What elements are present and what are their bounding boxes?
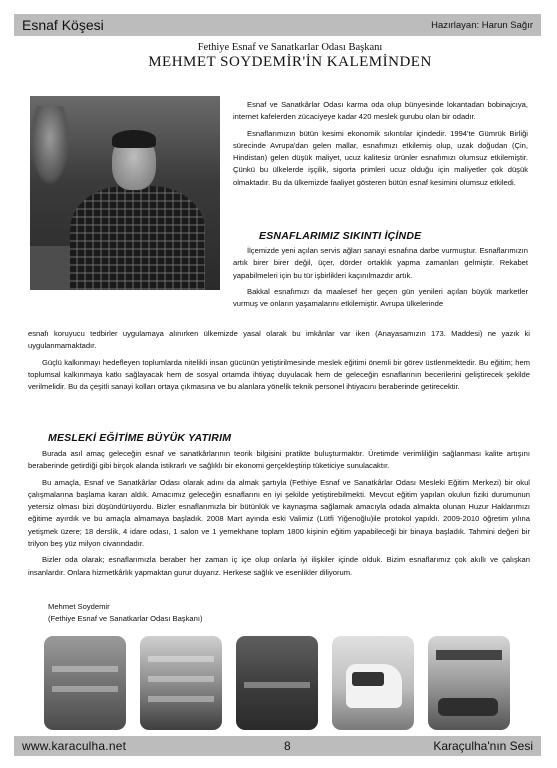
section2-paragraph-1: Burada asıl amaç geleceğin esnaf ve sanatkârlarının teorik bilgisini pratikte buluşturmaktır. Üretimde verimliliğin sağlanması kalite artışını beraberinde getirdiği gibi birçok alanda istikrarlı ve sağlıklı bir ekonomi gerçekleştirip tüketiciye sunulacaktır.	[28, 449, 530, 471]
title-block	[90, 42, 490, 71]
page-number: 8	[284, 739, 291, 753]
section1-paragraph-1: İlçemizde yeni açılan servis ağları sanayi esnafına darbe vurmuştur. Esnaflarımızın artık birer birer değil, üçer, dörder ortaklık yapma zamanları gelmiştir. Rekabet yapabilmeleri için bu tür işbirlikleri kaçınılmazdır artık.	[233, 246, 528, 280]
thumb-shelf	[148, 676, 214, 682]
footer-bar	[14, 736, 541, 756]
thumbnail-workshop	[236, 636, 318, 730]
thumbnail-market	[44, 636, 126, 730]
thumb-shelf	[148, 656, 214, 662]
photo-strip	[44, 636, 514, 732]
intro-text	[233, 99, 528, 189]
section2-text	[28, 448, 530, 579]
photo-person-body	[70, 186, 205, 290]
footer-website: www.karaculha.net	[22, 739, 127, 753]
thumb-van	[346, 664, 402, 708]
section1-paragraph-2a: Bakkal esnafımızı da maalesef her geçen gün yenileri açılan büyük marketler vurmuş ve onların yaşamalarını etkilemiştir. Avrupa ülkelerinde	[233, 286, 528, 309]
article-title: MEHMET SOYDEMİR'İN KALEMİNDEN	[148, 54, 432, 70]
signature-role: (Fethiye Esnaf ve Sanatkarlar Odası Başkanı)	[48, 614, 203, 623]
publication-name: Karaçulha'nın Sesi	[433, 739, 533, 753]
intro-paragraph-2: Esnaflarımızın bütün kesimi ekonomik sıkıntılar içindedir. 1994'te Gümrük Birliği sürecinde Avrupa'dan gelen mallar, esnafımızı etkilemiş olup, uzak doğudan (Çin, Hindistan) gelen düşük maliyet, ucuz kalitesiz ürünler esnafımızı olumsuz etkilemiştir. Çünkü bu ülkelerde işçilik, sigorta primleri ucuz olduğu için maliyetler çok düşük olmaktadır. Bu da ülkemizde faaliyet gösteren bütün esnaf kesimini olumsuz etkiledi.	[233, 128, 528, 187]
article-subtitle: Fethiye Esnaf ve Sanatkarlar Odası Başkanı	[197, 42, 383, 53]
signature-name: Mehmet Soydemir	[48, 602, 110, 611]
photo-plant	[30, 106, 70, 186]
thumb-shelf	[244, 682, 310, 688]
section-heading-1: ESNAFLARIMIZ SIKINTI İÇİNDE	[259, 230, 422, 242]
section-heading-2: MESLEKİ EĞİTİME BÜYÜK YATIRIM	[48, 432, 232, 444]
intro-paragraph-1: Esnaf ve Sanatkârlar Odası karma oda olup bünyesinde lokantadan bobinajcıya, internet kafelerden zücaciyeye kadar 420 meslek gurubu olan bir odadır.	[233, 100, 528, 122]
thumb-shelf	[52, 686, 118, 692]
thumbnail-store-interior	[140, 636, 222, 730]
thumb-sign-board	[436, 650, 502, 660]
thumbnail-van	[332, 636, 414, 730]
section1-paragraph-3: Güçlü kalkınmayı hedefleyen toplumlarda nitelikli insan gücünün yetiştirilmesinde meslek eğitimi önemli bir görev üstlenmektedir. Bu eğitim; hem toplumsal kalkınmaya katkı sağlayacak hem de sosyal ortamda ihtiyaç duyulacak hem de geleceğin esnaflarının becerilerini geliştirecek şekilde verilmelidir. Bu da çeşitli sanayi kolları ortaya çıkmasına ve bu alanlara yönelik teknik personel ihtiyacını beraberinde getirecektir.	[28, 357, 530, 392]
prepared-by: Hazırlayan: Harun Sağır	[431, 19, 533, 31]
section1-full-text	[28, 328, 530, 393]
thumb-shelf	[148, 696, 214, 702]
author-photo	[30, 96, 220, 290]
header-bar	[14, 14, 541, 36]
thumbnail-service-station	[428, 636, 510, 730]
section2-paragraph-2: Bu amaçla, Esnaf ve Sanatkârlar Odası olarak adını da almak şartıyla (Fethiye Esnaf ve Sanatkârlar Odası Mesleki Eğitim Merkezi) bir okul çalışmalarına başlama kararı aldık. Amacımız geleceğin esnaflarını en iyi şekilde yetiştirebilmekti. Mevcut eğitim yapılan okulun fiziki durumunun yetersiz olması bizi düşündürüyordu. Bizler esnaflarımızla bir bütünlük ve kaynaşma sağlamak amacıyla odada almakta olunan Huzur Haklarımızı eğitime ayırdık ve bu amaçla almamaya başladık. 2008 Mart ayında eski Valimiz (Lütfi Yiğenoğlu)ile protokol yapıldı. 2009-2010 öğretim yılına yetişmek üzere; 18 derslik, 4 idare odası, 1 salon ve 1 yemekhane toplam 1800 kişinin eğitim yapabileceği bir binaya başladık. Tahmini değeri bir trilyon beş yüz milyon civarındadır.	[28, 477, 530, 549]
section-label: Esnaf Köşesi	[22, 17, 104, 33]
section1-paragraph-2b: esnafı koruyucu tedbirler uygulamaya alınırken ülkemizde yasal olarak bu imkânlar var iken (Anayasamızın 173. Maddesi) ne yazık ki uygulanmamaktadır.	[28, 329, 530, 351]
photo-person-hair	[112, 130, 156, 148]
section1-column-text	[233, 245, 528, 310]
thumb-car	[438, 698, 498, 716]
section2-paragraph-3: Bizler oda olarak; esnaflarımızla beraber her zaman iç içe olup onlarla iyi ilişkiler içinde olduk. Bizim esnaflarımız çok akıllı ve çalışkan insanlardır. Onlara hizmetkârlık yapmaktan gurur duyarız. Herkese sağlık ve esenlikler diliyorum.	[28, 555, 530, 577]
thumb-shelf	[52, 666, 118, 672]
signature-block	[48, 601, 202, 625]
